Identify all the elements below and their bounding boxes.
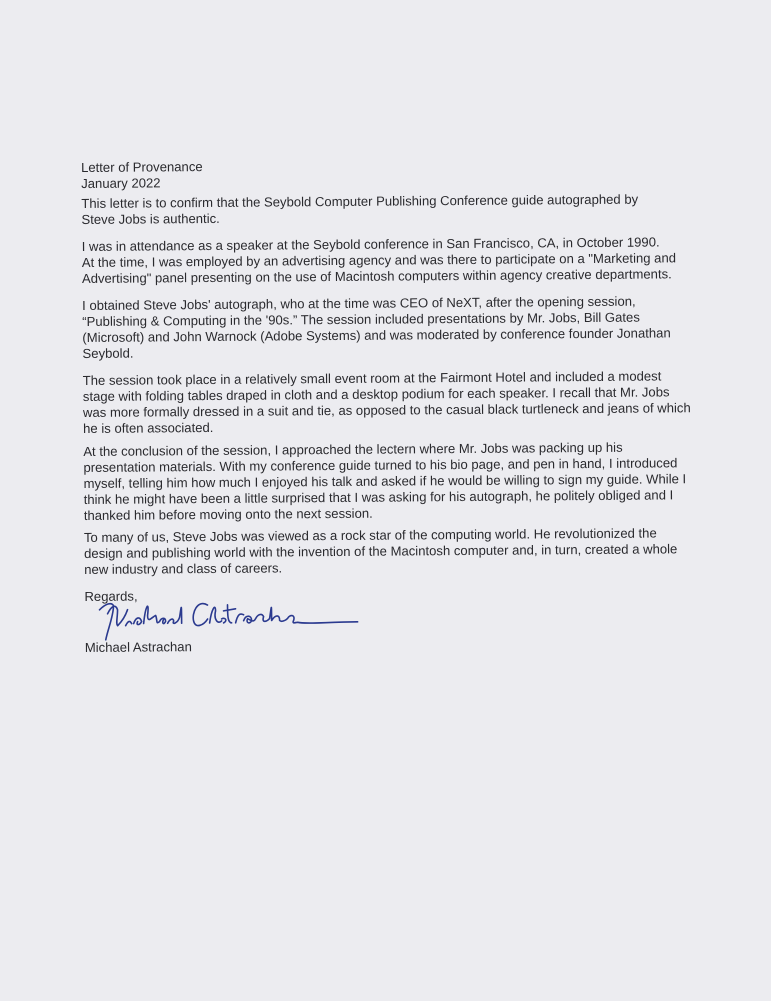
text-line: I obtained Steve Jobs' autograph, who at the time was CEO of NeXT, after the opening session,	[82, 293, 636, 313]
text-line: (Microsoft) and John Warnock (Adobe Systems) and was moderated by conference founder Jonathan	[82, 325, 671, 345]
text-line: new industry and class of careers.	[84, 560, 283, 577]
text-line: presentation materials. With my conference guide turned to his bio page, and pen in hand, I introduced	[83, 455, 678, 475]
handwritten-signature	[95, 594, 375, 644]
paragraph	[81, 192, 638, 228]
text-line: myself, telling him how much I enjoyed his talk and asked if he would be willing to sign my guide. While I	[83, 471, 687, 491]
letter-heading	[81, 159, 203, 192]
text-line: Advertising" panel presenting on the use of Macintosh computers within agency creative departments.	[81, 266, 672, 286]
text-line: “Publishing & Computing in the '90s.” The session included presentations by Mr. Jobs, Bill Gates	[82, 309, 640, 329]
text-line: I was in attendance as a speaker at the Seybold conference in San Francisco, CA, in October 1990.	[81, 234, 660, 254]
text-line: was more formally dressed in a suit and tie, as opposed to the casual black turtleneck and jeans of which	[82, 400, 691, 420]
text-line: Steve Jobs is authentic.	[81, 210, 220, 227]
signatory-name: Michael Astrachan	[84, 639, 192, 655]
text-line: This letter is to confirm that the Seybold Computer Publishing Conference guide autographed by	[81, 191, 639, 211]
letter-title: Letter of Provenance	[80, 159, 203, 175]
signatory	[85, 639, 192, 656]
text-line: think he might have been a little surprised that I was asking for his autograph, he politely obliged and I	[83, 487, 674, 507]
text-line: stage with folding tables draped in cloth and a desktop podium for each speaker. I recall that Mr. Jobs	[82, 384, 670, 404]
paragraph	[82, 293, 671, 362]
text-line: At the time, I was employed by an advertising agency and was there to participate on a "Marketing and	[81, 250, 677, 270]
text-line: he is often associated.	[83, 419, 214, 436]
text-line: At the conclusion of the session, I approached the lectern where Mr. Jobs was packing up his	[83, 439, 623, 459]
text-line: design and publishing world with the invention of the Macintosh computer and, in turn, created a whole	[84, 541, 678, 561]
letter-date: January 2022	[81, 175, 161, 191]
paragraph	[83, 439, 686, 524]
paragraph	[83, 368, 691, 437]
text-line: To many of us, Steve Jobs was viewed as a rock star of the computing world. He revolutionized the	[83, 525, 657, 545]
text-line: thanked him before moving onto the next session.	[83, 505, 373, 523]
text-line: Seybold.	[82, 345, 134, 361]
text-line: The session took place in a relatively small event room at the Fairmont Hotel and included a modest	[82, 368, 662, 388]
paragraph	[82, 234, 677, 287]
paragraph	[84, 525, 678, 578]
salutation-text: Regards,	[84, 588, 138, 604]
